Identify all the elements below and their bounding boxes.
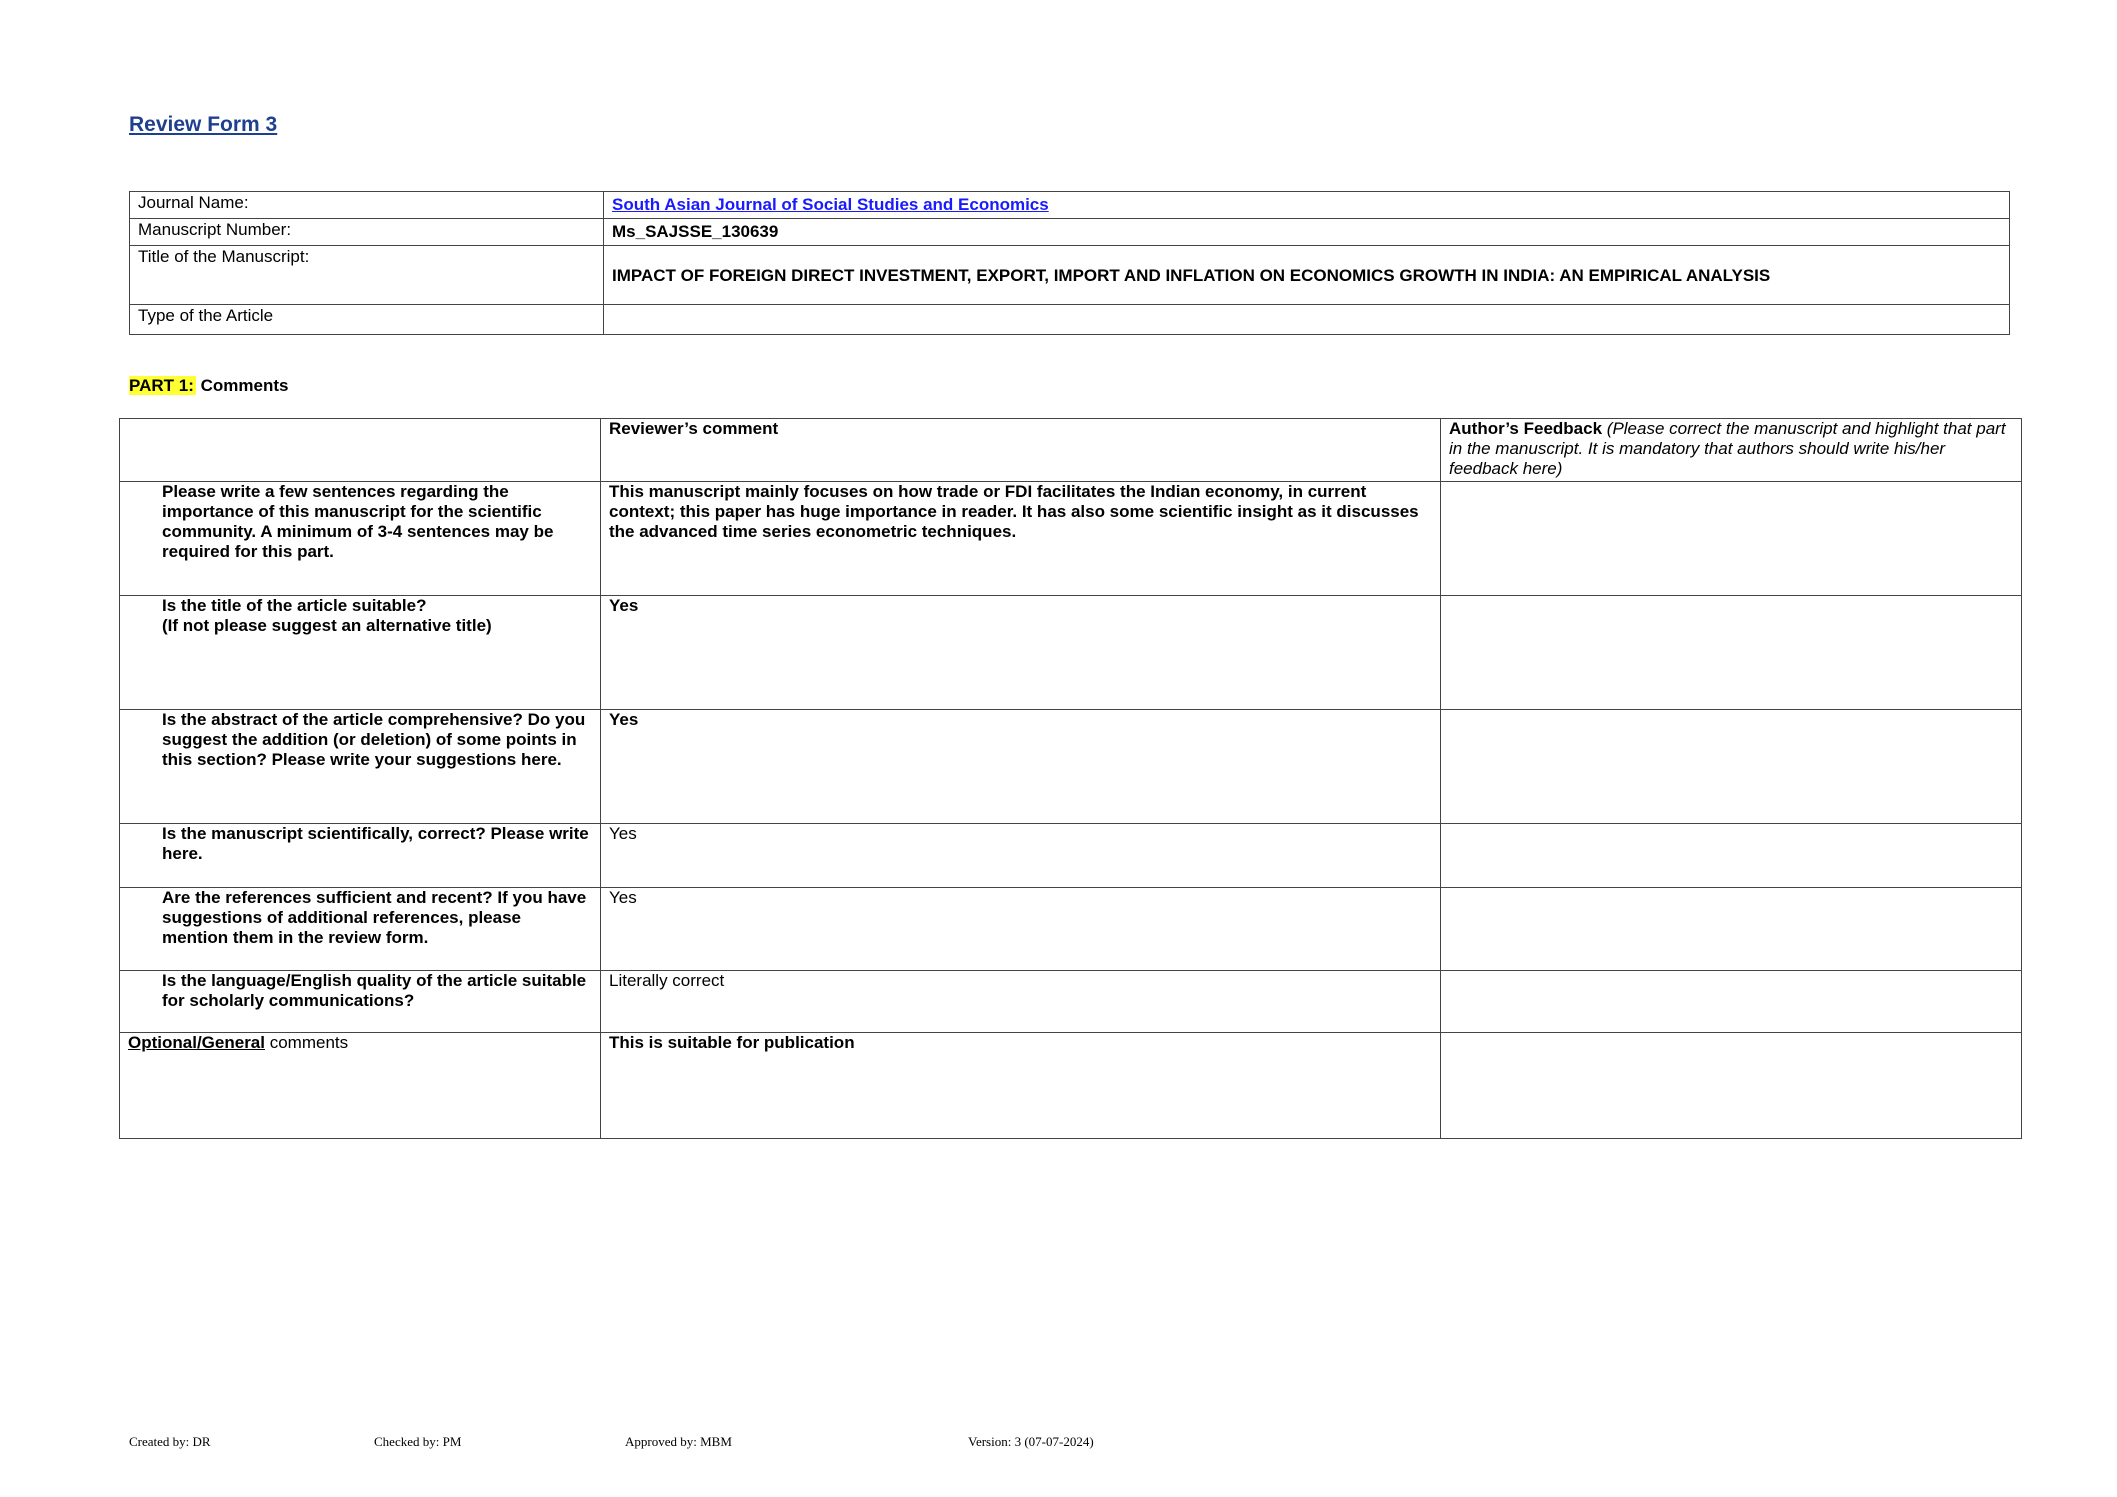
question-references: Are the references sufficient and recent? If you have suggestions of additional references, please mention them in the review form.: [120, 888, 601, 971]
footer-version: Version: 3 (07-07-2024): [968, 1434, 1094, 1449]
question-importance: Please write a few sentences regarding the importance of this manuscript for the scientific community. A minimum of 3-4 sentences may be required for this part.: [120, 482, 601, 596]
article-type-value[interactable]: [604, 305, 2010, 335]
optional-reviewer-comment: This is suitable for publication: [601, 1033, 1441, 1139]
form-title: Review Form 3: [129, 113, 278, 136]
question-abstract: Is the abstract of the article comprehensive? Do you suggest the addition (or deletion) of some points in this section? Please write your suggestions here.: [120, 710, 601, 824]
footer-approved-by: Approved by: MBM: [625, 1434, 732, 1449]
question-title-suitable: [120, 596, 601, 710]
article-type-label: Type of the Article: [130, 305, 604, 335]
table-row: [120, 596, 2022, 710]
reviewer-comment: Yes: [601, 888, 1441, 971]
author-feedback-cell[interactable]: [1441, 888, 2022, 971]
part-1-label: PART 1:: [129, 376, 194, 395]
journal-name-label: Journal Name:: [130, 192, 604, 219]
journal-name-value: [604, 192, 2010, 219]
reviewer-comment: This manuscript mainly focuses on how trade or FDI facilitates the Indian economy, in current context; this paper has huge importance in reader. It has also some scientific insight as it discusses the advanced time series econometric techniques.: [601, 482, 1441, 596]
author-feedback-cell[interactable]: [1441, 824, 2022, 888]
optional-comments-row: [120, 1033, 2022, 1139]
manuscript-number-label: Manuscript Number:: [130, 219, 604, 246]
footer-created-by: Created by: DR: [129, 1434, 211, 1449]
author-feedback-cell[interactable]: [1441, 971, 2022, 1033]
author-feedback-cell[interactable]: [1441, 482, 2022, 596]
table-row: [120, 482, 2022, 596]
header-empty-cell: [120, 419, 601, 482]
author-feedback-cell[interactable]: [1441, 596, 2022, 710]
comments-table: [119, 418, 2022, 1139]
optional-author-feedback[interactable]: [1441, 1033, 2022, 1139]
part-1-title: Comments: [200, 376, 289, 395]
author-feedback-header: [1441, 419, 2022, 482]
table-row: [120, 710, 2022, 824]
part-1-heading: [129, 376, 288, 396]
author-feedback-header-title: Author’s Feedback: [1449, 419, 1603, 438]
question-scientific: Is the manuscript scientifically, correct? Please write here.: [120, 824, 601, 888]
optional-label-bold: Optional: [128, 1033, 197, 1052]
manuscript-title-label: Title of the Manuscript:: [130, 246, 604, 305]
manuscript-info-table: [129, 191, 2010, 335]
table-row: [120, 971, 2022, 1033]
table-row: [120, 824, 2022, 888]
journal-name-link[interactable]: South Asian Journal of Social Studies and Economics: [612, 195, 1049, 214]
optional-label-general: /General: [196, 1033, 265, 1052]
journal-row: [130, 192, 2010, 219]
question-title-line-2: (If not please suggest an alternative title): [162, 616, 492, 635]
question-language: Is the language/English quality of the article suitable for scholarly communications?: [120, 971, 601, 1033]
author-feedback-cell[interactable]: [1441, 710, 2022, 824]
reviewer-comment: Yes: [601, 824, 1441, 888]
reviewer-comment: Literally correct: [601, 971, 1441, 1033]
reviewer-comment: Yes: [601, 710, 1441, 824]
manuscript-title-value: IMPACT OF FOREIGN DIRECT INVESTMENT, EXPORT, IMPORT AND INFLATION ON ECONOMICS GROWTH IN INDIA: AN EMPIRICAL ANALYSIS: [604, 246, 2010, 305]
manuscript-number-value: Ms_SAJSSE_130639: [604, 219, 2010, 246]
author-feedback-header-note: (Please correct the manuscript and highlight that part in the manuscript. It is mandatory that authors should write his/her feedback here): [1449, 419, 2006, 478]
table-row: [120, 888, 2022, 971]
manuscript-title-row: [130, 246, 2010, 305]
manuscript-number-row: [130, 219, 2010, 246]
article-type-row: [130, 305, 2010, 335]
footer-checked-by: Checked by: PM: [374, 1434, 462, 1449]
comments-header-row: [120, 419, 2022, 482]
optional-label-comments: comments: [265, 1033, 349, 1052]
reviewer-comment-header: Reviewer’s comment: [601, 419, 1441, 482]
question-title-line-1: Is the title of the article suitable?: [162, 596, 427, 615]
optional-comments-label: [120, 1033, 601, 1139]
reviewer-comment: Yes: [601, 596, 1441, 710]
